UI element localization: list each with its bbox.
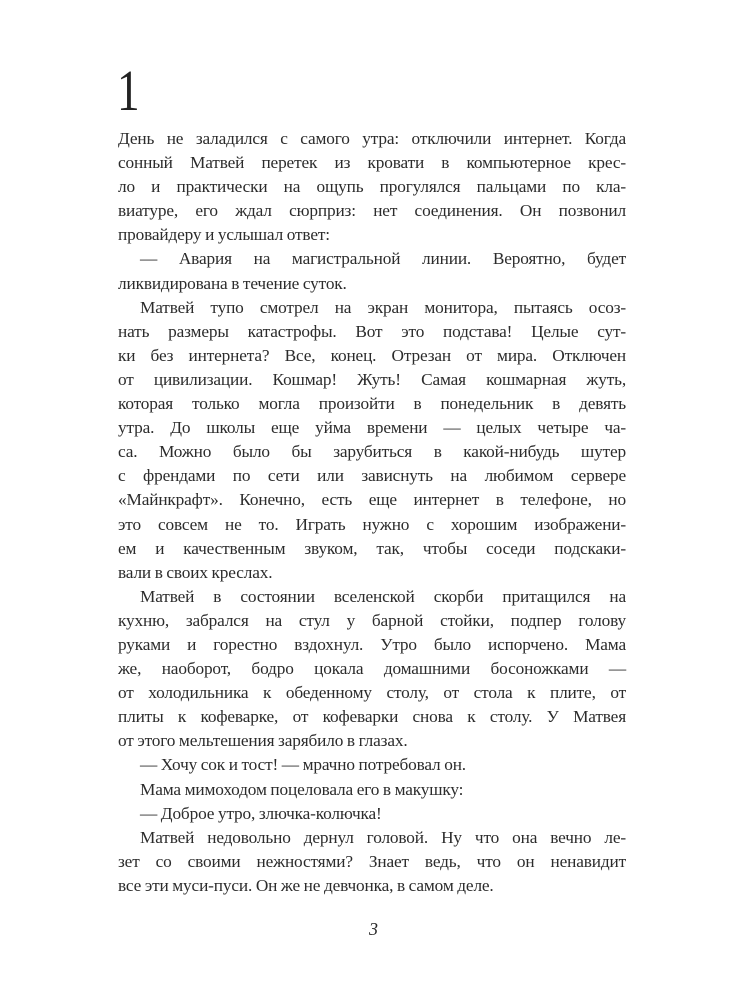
text-line: которая только могла произойти в понедельник в девять: [118, 394, 626, 414]
text-line: Матвей в состоянии вселенской скорби притащился на: [140, 586, 626, 606]
text-line: от этого мельтешения зарябило в глазах.: [118, 731, 408, 751]
text-line: вали в своих креслах.: [118, 562, 273, 582]
text-line: ем и качественным звуком, так, чтобы соседи подскаки-: [118, 538, 626, 558]
text-line: зет со своими нежностями? Знает ведь, что он ненавидит: [118, 851, 626, 871]
text-line: ки без интернета? Все, конец. Отрезан от мира. Отключен: [118, 345, 626, 365]
text-line: — Авария на магистральной линии. Вероятно, будет: [140, 249, 626, 269]
text-line: — Доброе утро, злючка-колючка!: [140, 803, 382, 823]
text-line: кухню, забрался на стул у барной стойки, подпер голову: [118, 610, 626, 630]
text-line: ликвидирована в течение суток.: [118, 273, 347, 293]
chapter-text: [118, 127, 626, 898]
text-line: все эти муси-пуси. Он же не девчонка, в самом деле.: [118, 875, 494, 895]
text-line: нать размеры катастрофы. Вот это подстава! Целые сут-: [118, 321, 626, 341]
text-line: руками и горестно вздохнул. Утро было испорчено. Мама: [118, 634, 626, 654]
text-line: утра. До школы еще уйма времени — целых четыре ча-: [118, 418, 626, 438]
text-line: Матвей недовольно дернул головой. Ну что она вечно ле-: [140, 827, 626, 847]
text-line: от цивилизации. Кошмар! Жуть! Самая кошмарная жуть,: [118, 369, 626, 389]
text-line: ло и практически на ощупь прогулялся пальцами по кла-: [118, 177, 626, 197]
text-line: Матвей тупо смотрел на экран монитора, пытаясь осоз-: [140, 297, 626, 317]
text-line: День не заладился с самого утра: отключили интернет. Когда: [118, 129, 626, 148]
text-line: с френдами по сети или зависнуть на любимом сервере: [118, 466, 626, 486]
text-line: провайдеру и услышал ответ:: [118, 225, 330, 245]
chapter-number: 1: [117, 58, 140, 123]
text-line: это совсем не то. Играть нужно с хорошим изображени-: [118, 514, 626, 534]
text-line: «Майнкрафт». Конечно, есть еще интернет в телефоне, но: [118, 490, 626, 510]
text-line: Мама мимоходом поцеловала его в макушку:: [140, 779, 464, 799]
text-line: же, наоборот, бодро цокала домашними босоножками —: [118, 659, 626, 679]
page-number: 3: [369, 919, 378, 939]
text-line: — Хочу сок и тост! — мрачно потребовал он.: [140, 755, 466, 775]
text-line: виатуре, его ждал сюрприз: нет соединения. Он позвонил: [118, 201, 626, 221]
text-line: са. Можно было бы зарубиться в какой-нибудь шутер: [118, 442, 626, 462]
text-line: плиты к кофеварке, от кофеварки снова к столу. У Матвея: [118, 707, 626, 727]
text-line: сонный Матвей перетек из кровати в компьютерное крес-: [118, 153, 626, 173]
text-line: от холодильника к обеденному столу, от стола к плите, от: [118, 683, 626, 703]
